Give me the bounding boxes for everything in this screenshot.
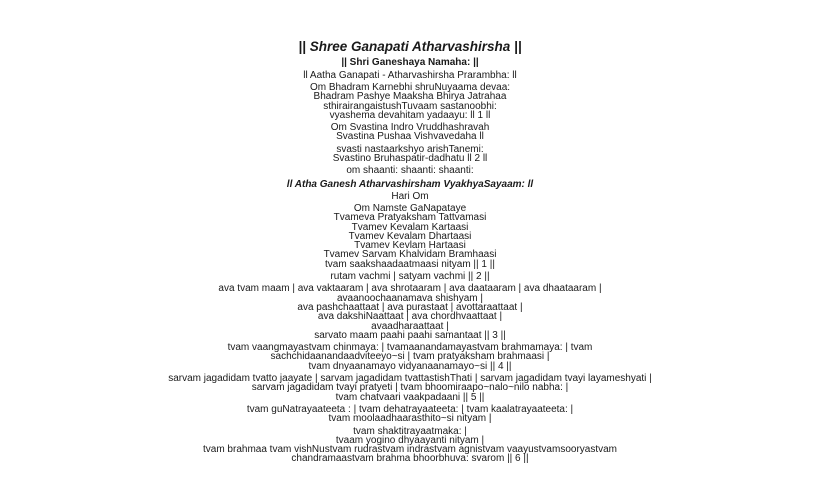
verse-line: Tvameva Pratyaksham Tattvamasi [333,212,487,224]
verse-group-b [0,192,820,464]
verse-paragraph [0,272,820,281]
verse-paragraph [0,284,820,340]
document-subtitle: || Shri Ganeshaya Namaha: || [341,57,479,68]
verse-paragraph [0,83,820,120]
verse-line: tvaam yogino dhyaayanti nityam | [335,434,485,446]
verse-paragraph [0,374,820,402]
verse-line: ava dakshiNaattaat | ava chordhvaattaat | [317,311,503,323]
verse-line: sachchidaanandaadviteeyo~si | tvam pratyaksham brahmaasi | [270,351,550,363]
verse-line: Svastina Pushaa Vishvavedaha ll [336,131,484,143]
verse-line: sarvam jagadidam tvatto jaayate | sarvam jagadidam tvattastishThati | sarvam jagadidam tvayi layameshyati | [168,373,652,385]
verse-line: avaadharaattaat | [371,320,449,332]
verse-paragraph [0,123,820,142]
verse-line: Om Namste GaNapataye [353,202,467,214]
verse-line: Bhadram Pashye Maaksha Bhirya Jatrahaa [313,91,507,103]
verse-line: ava tvam maam | ava vaktaaram | ava shrotaaram | ava daataaram | ava dhaataaram | [218,283,602,295]
verse-paragraph [0,427,820,464]
document-title: || Shree Ganapati Atharvashirsha || [298,39,522,54]
verse-paragraph [0,192,820,201]
verse-line: vyashema devahitam yadaayu: ll 1 ll [329,109,491,121]
verse-line: tvam moolaadhaarasthito~si nityam | [328,413,492,425]
intro-heading: ll Aatha Ganapati - Atharvashirsha Prarambha: ll [303,70,517,81]
verse-line: sarvato maam paahi paahi samantaat || 3 || [314,329,506,341]
verse-paragraph [0,166,820,175]
verse-line: om shaanti: shaanti: shaanti: [346,165,474,177]
section-heading: ll Atha Ganesh Atharvashirsham VyakhyaSayaam: ll [286,178,534,190]
verse-paragraph [0,204,820,269]
verse-line: Tvamev Sarvam Khalvidam Bramhaasi [323,249,497,261]
verse-line: sarvam jagadidam tvayi pratyeti | tvam bhoomiraapo~nalo~nilo nabha: | [251,382,569,394]
verse-line: tvam chatvaari vaakpadaani || 5 || [335,391,485,403]
verse-line: Om Bhadram Karnebhi shruNuyaama devaa: [309,82,511,93]
verse-line: rutam vachmi | satyam vachmi || 2 || [330,271,490,283]
verse-line: Tvamev Kevalam Kartaasi [351,221,469,233]
verse-line: chandramaastvam brahma bhoorbhuva: svarom || 6 || [291,453,529,465]
verse-line: tvam saakshaadaatmaasi nityam || 1 || [325,258,495,270]
verse-paragraph [0,343,820,371]
verse-line: Om Svastina Indro Vruddhashravah [330,122,490,134]
verse-line: tvam dnyaanamayo vidyanaanamayo~si || 4 || [308,360,512,372]
verse-line: Svastino Bruhaspatir-dadhatu ll 2 ll [332,153,488,165]
verse-line: Tvamev Kevlam Hartaasi [354,240,466,252]
verse-line: avaanoochaanamava shishyam | [336,292,484,304]
verse-line: tvam brahmaa tvam vishNustvam rudrastvam indrastvam agnistvam vaayustvamsooryastvam [202,444,618,456]
verse-line: tvam shaktitrayaatmaka: | [353,425,467,437]
verse-line: Tvamev Kevalam Dhartaasi [348,230,472,242]
verse-line: Hari Om [391,190,429,202]
verse-line: svasti nastaarkshyo arishTanemi: [336,143,484,155]
verse-line: ava pashchaattaat | ava purastaat | avottaraattaat | [297,301,523,313]
verse-line: tvam guNatrayaateeta : | tvam dehatrayaateeta: | tvam kaalatrayaateeta: | [246,403,574,415]
verse-line: sthirairangaistushTuvaam sastanoobhi: [323,100,497,112]
verse-line: tvam vaangmayastvam chinmaya: | tvamaanandamayastvam brahmamaya: | tvam [227,342,593,354]
verse-group-a [0,83,820,176]
verse-paragraph [0,405,820,424]
verse-paragraph [0,145,820,164]
